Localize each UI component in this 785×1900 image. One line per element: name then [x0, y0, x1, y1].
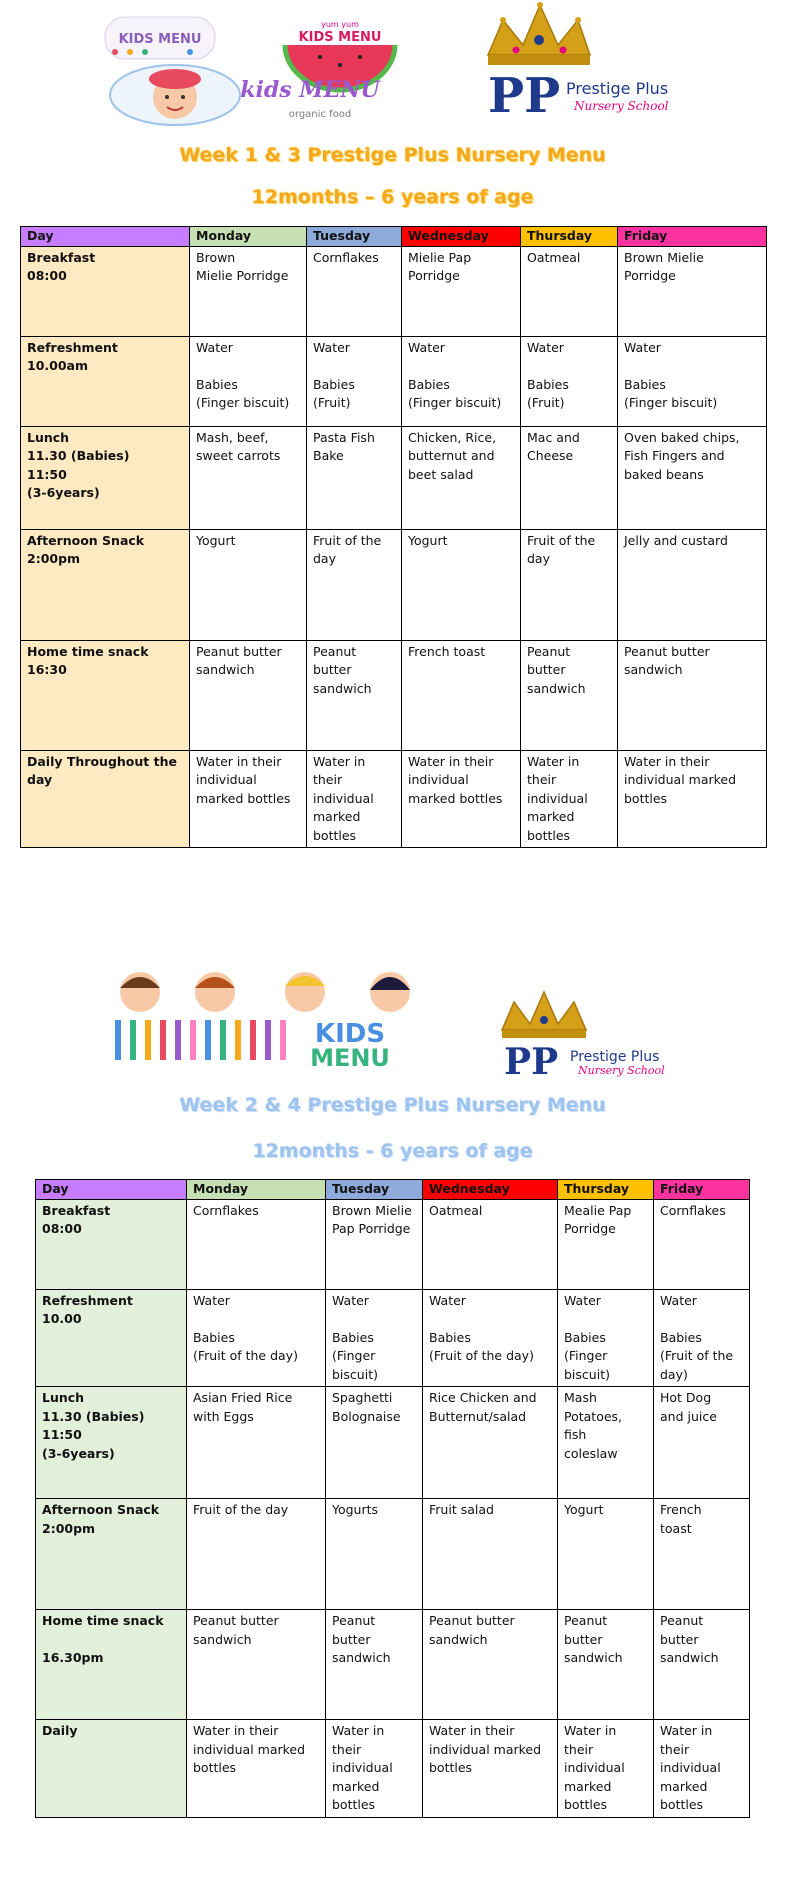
- table-cell: Water Babies (Fruit of the day): [187, 1289, 326, 1387]
- meal-label: Daily Throughout the day: [21, 750, 190, 848]
- day-header: Day: [21, 227, 190, 247]
- table-cell: Peanut butter sandwich: [187, 1610, 326, 1720]
- week2-row-refreshment: [36, 1289, 750, 1387]
- table-cell: Peanut butter sandwich: [558, 1610, 654, 1720]
- table-cell: Rice Chicken and Butternut/salad: [423, 1387, 558, 1499]
- kids-menu-organic-text: kids MENU: [240, 77, 380, 103]
- table-cell: Peanut butter sandwich: [423, 1610, 558, 1720]
- friday-header: Friday: [654, 1180, 750, 1200]
- table-cell: Pasta Fish Bake: [307, 426, 402, 529]
- meal-label: Breakfast 08:00: [21, 246, 190, 336]
- table-cell: Water in their individual marked bottles: [618, 750, 767, 848]
- table-cell: Mac and Cheese: [521, 426, 618, 529]
- table-cell: Fruit of the day: [521, 529, 618, 640]
- tuesday-header: Tuesday: [326, 1180, 423, 1200]
- week2-row-lunch: [36, 1387, 750, 1499]
- meal-label: Home time snack 16.30pm: [36, 1610, 187, 1720]
- table-cell: Cornflakes: [654, 1199, 750, 1289]
- table-cell: Water Babies (Fruit of the day): [423, 1289, 558, 1387]
- table-cell: Yogurt: [190, 529, 307, 640]
- logo-subtitle: Nursery School: [574, 99, 669, 113]
- logo-name: Prestige Plus: [566, 79, 669, 98]
- table-cell: Yogurt: [558, 1499, 654, 1610]
- week1-row-afternoon-snack: [21, 529, 767, 640]
- tuesday-header: Tuesday: [307, 227, 402, 247]
- week2-row-daily: [36, 1720, 750, 1818]
- week2-row-home-time-snack: [36, 1610, 750, 1720]
- table-cell: Cornflakes: [187, 1199, 326, 1289]
- week1-row-daily: [21, 750, 767, 848]
- week1-row-refreshment: [21, 336, 767, 426]
- table-cell: Chicken, Rice, butternut and beet salad: [402, 426, 521, 529]
- thursday-header: Thursday: [521, 227, 618, 247]
- week1-section: [0, 0, 785, 860]
- table-cell: Water in their individual marked bottles: [654, 1720, 750, 1818]
- table-cell: Yogurt: [402, 529, 521, 640]
- meal-label: Afternoon Snack 2:00pm: [21, 529, 190, 640]
- table-cell: French toast: [654, 1499, 750, 1610]
- table-cell: Peanut butter sandwich: [618, 640, 767, 750]
- meal-label: Refreshment 10.00am: [21, 336, 190, 426]
- table-cell: Brown Mielie Porridge: [190, 246, 307, 336]
- table-cell: Peanut butter sandwich: [307, 640, 402, 750]
- svg-text:PP: PP: [488, 68, 561, 124]
- prestige-plus-logo-2: [492, 990, 692, 1080]
- table-cell: Water in their individual marked bottles: [326, 1720, 423, 1818]
- table-cell: Water Babies (Finger biscuit): [558, 1289, 654, 1387]
- week2-title: Week 2 & 4 Prestige Plus Nursery Menu: [179, 1094, 606, 1116]
- table-cell: Water Babies (Finger biscuit): [402, 336, 521, 426]
- table-cell: Cornflakes: [307, 246, 402, 336]
- meal-label: Home time snack 16:30: [21, 640, 190, 750]
- week1-menu-table: [20, 226, 767, 848]
- logo-name-2: Prestige Plus: [570, 1049, 660, 1065]
- monday-header: Monday: [190, 227, 307, 247]
- friday-header: Friday: [618, 227, 767, 247]
- organic-food-text: organic food: [288, 109, 352, 120]
- table-cell: Water in their individual marked bottles: [558, 1720, 654, 1818]
- table-cell: Mash, beef, sweet carrots: [190, 426, 307, 529]
- table-cell: Peanut butter sandwich: [326, 1610, 423, 1720]
- table-cell: Water Babies (Finger biscuit): [618, 336, 767, 426]
- week1-subtitle: 12months – 6 years of age: [251, 186, 534, 208]
- week2-menu-table: [35, 1179, 750, 1818]
- week1-row-breakfast: [21, 246, 767, 336]
- day-header: Day: [36, 1180, 187, 1200]
- table-cell: French toast: [402, 640, 521, 750]
- week2-header-row: [36, 1180, 750, 1200]
- table-cell: Fruit of the day: [187, 1499, 326, 1610]
- table-cell: Water Babies (Fruit of the day): [654, 1289, 750, 1387]
- table-cell: Peanut butter sandwich: [654, 1610, 750, 1720]
- logo-subtitle-2: Nursery School: [578, 1064, 665, 1077]
- table-cell: Water in their individual marked bottles: [402, 750, 521, 848]
- week1-title: Week 1 & 3 Prestige Plus Nursery Menu: [179, 144, 606, 166]
- meal-label: Lunch 11.30 (Babies) 11:50 (3-6years): [21, 426, 190, 529]
- table-cell: Oatmeal: [423, 1199, 558, 1289]
- meal-label: Breakfast 08:00: [36, 1199, 187, 1289]
- table-cell: Water in their individual marked bottles: [423, 1720, 558, 1818]
- week2-section: [0, 950, 785, 1900]
- table-cell: Water Babies (Finger biscuit): [326, 1289, 423, 1387]
- table-cell: Peanut butter sandwich: [190, 640, 307, 750]
- table-cell: Water Babies (Finger biscuit): [190, 336, 307, 426]
- table-cell: Mash Potatoes, fish coleslaw: [558, 1387, 654, 1499]
- week1-header-row: [21, 227, 767, 247]
- table-cell: Water Babies (Fruit): [521, 336, 618, 426]
- meal-label: Lunch 11.30 (Babies) 11:50 (3-6years): [36, 1387, 187, 1499]
- table-cell: Water in their individual marked bottles: [521, 750, 618, 848]
- meal-label: Afternoon Snack 2:00pm: [36, 1499, 187, 1610]
- kids-utensils-banner: [105, 970, 485, 1070]
- kids-menu-watermelon-text: KIDS MENU: [298, 30, 382, 45]
- kids-menu-logo-text: KIDS MENU: [118, 32, 202, 47]
- meal-label: Daily: [36, 1720, 187, 1818]
- week2-subtitle: 12months - 6 years of age: [252, 1140, 533, 1162]
- table-cell: Jelly and custard: [618, 529, 767, 640]
- thursday-header: Thursday: [558, 1180, 654, 1200]
- meal-label: Refreshment 10.00: [36, 1289, 187, 1387]
- kids-menu-banner: [95, 5, 455, 130]
- monday-header: Monday: [187, 1180, 326, 1200]
- table-cell: Brown Mielie Pap Porridge: [326, 1199, 423, 1289]
- week2-row-breakfast: [36, 1199, 750, 1289]
- menu-text: MENU: [310, 1044, 390, 1070]
- table-cell: Brown Mielie Porridge: [618, 246, 767, 336]
- table-cell: Yogurts: [326, 1499, 423, 1610]
- table-cell: Spaghetti Bolognaise: [326, 1387, 423, 1499]
- wednesday-header: Wednesday: [423, 1180, 558, 1200]
- kids-text: KIDS: [314, 1019, 386, 1049]
- yum-text: yum yum: [321, 20, 359, 29]
- table-cell: Oatmeal: [521, 246, 618, 336]
- table-cell: Fruit salad: [423, 1499, 558, 1610]
- week1-row-home-time-snack: [21, 640, 767, 750]
- week2-row-afternoon-snack: [36, 1499, 750, 1610]
- prestige-plus-logo: [478, 0, 698, 125]
- table-cell: Water in their individual marked bottles: [187, 1720, 326, 1818]
- table-cell: Water in their individual marked bottles: [190, 750, 307, 848]
- table-cell: Fruit of the day: [307, 529, 402, 640]
- svg-text:PP: PP: [504, 1041, 559, 1080]
- table-cell: Hot Dog and juice: [654, 1387, 750, 1499]
- table-cell: Mielie Pap Porridge: [402, 246, 521, 336]
- table-cell: Asian Fried Rice with Eggs: [187, 1387, 326, 1499]
- table-cell: Oven baked chips, Fish Fingers and baked beans: [618, 426, 767, 529]
- table-cell: Mealie Pap Porridge: [558, 1199, 654, 1289]
- table-cell: Water in their individual marked bottles: [307, 750, 402, 848]
- table-cell: Water Babies (Fruit): [307, 336, 402, 426]
- table-cell: Peanut butter sandwich: [521, 640, 618, 750]
- wednesday-header: Wednesday: [402, 227, 521, 247]
- week1-row-lunch: [21, 426, 767, 529]
